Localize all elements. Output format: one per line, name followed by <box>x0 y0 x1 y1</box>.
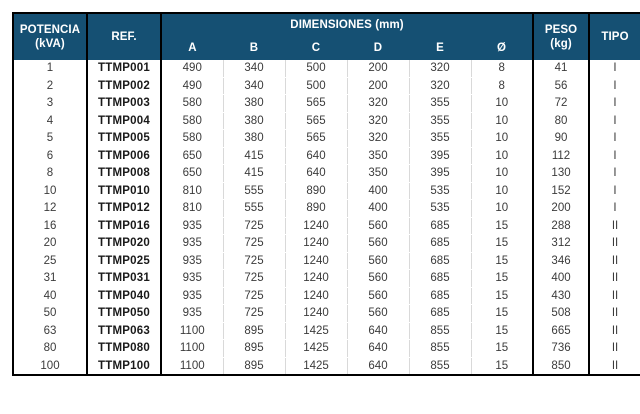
cell-potencia: 12 <box>13 200 87 218</box>
cell-dim-a: 490 <box>161 60 223 77</box>
cell-dim-a: 580 <box>161 130 223 148</box>
cell-dim-a: 1100 <box>161 322 223 340</box>
cell-dim-diameter: 10 <box>471 200 533 218</box>
header-potencia <box>13 13 87 60</box>
cell-dim-diameter: 15 <box>471 305 533 323</box>
cell-dim-b: 340 <box>223 60 285 77</box>
cell-dim-b: 725 <box>223 217 285 235</box>
cell-dim-b: 380 <box>223 130 285 148</box>
cell-tipo: II <box>589 252 640 270</box>
cell-potencia: 80 <box>13 340 87 358</box>
cell-peso: 56 <box>533 77 589 95</box>
cell-dim-diameter: 15 <box>471 357 533 375</box>
cell-dim-b: 725 <box>223 235 285 253</box>
header-dimensiones: DIMENSIONES (mm) <box>161 13 533 37</box>
cell-dim-d: 560 <box>347 305 409 323</box>
cell-dim-c: 1425 <box>285 340 347 358</box>
cell-dim-diameter: 10 <box>471 182 533 200</box>
cell-peso: 850 <box>533 357 589 375</box>
cell-dim-e: 355 <box>409 95 471 113</box>
cell-dim-diameter: 10 <box>471 165 533 183</box>
cell-dim-b: 725 <box>223 270 285 288</box>
cell-dim-c: 565 <box>285 95 347 113</box>
cell-dim-diameter: 15 <box>471 322 533 340</box>
cell-peso: 288 <box>533 217 589 235</box>
cell-potencia: 20 <box>13 235 87 253</box>
cell-dim-a: 1100 <box>161 357 223 375</box>
table-row <box>13 200 640 218</box>
cell-dim-c: 1240 <box>285 270 347 288</box>
cell-ref: TTMP002 <box>87 77 161 95</box>
cell-dim-d: 320 <box>347 130 409 148</box>
cell-dim-diameter: 8 <box>471 77 533 95</box>
cell-dim-c: 1425 <box>285 322 347 340</box>
cell-potencia: 100 <box>13 357 87 375</box>
cell-peso: 90 <box>533 130 589 148</box>
cell-peso: 72 <box>533 95 589 113</box>
cell-dim-c: 1425 <box>285 357 347 375</box>
cell-ref: TTMP008 <box>87 165 161 183</box>
cell-tipo: II <box>589 270 640 288</box>
cell-peso: 312 <box>533 235 589 253</box>
cell-tipo: II <box>589 340 640 358</box>
transformer-specification-table <box>12 12 640 376</box>
cell-ref: TTMP010 <box>87 182 161 200</box>
cell-ref: TTMP012 <box>87 200 161 218</box>
cell-dim-c: 500 <box>285 60 347 77</box>
header-potencia-line2: (kVA) <box>35 38 65 50</box>
table-row <box>13 112 640 130</box>
cell-dim-c: 640 <box>285 147 347 165</box>
cell-tipo: II <box>589 217 640 235</box>
cell-peso: 200 <box>533 200 589 218</box>
cell-dim-c: 565 <box>285 112 347 130</box>
cell-potencia: 5 <box>13 130 87 148</box>
cell-dim-d: 640 <box>347 322 409 340</box>
cell-tipo: II <box>589 357 640 375</box>
cell-dim-diameter: 10 <box>471 147 533 165</box>
cell-dim-d: 320 <box>347 112 409 130</box>
cell-potencia: 50 <box>13 305 87 323</box>
header-dim-d: D <box>347 37 409 60</box>
cell-peso: 665 <box>533 322 589 340</box>
table-body <box>13 60 640 375</box>
cell-dim-e: 535 <box>409 200 471 218</box>
cell-potencia: 16 <box>13 217 87 235</box>
cell-tipo: II <box>589 235 640 253</box>
cell-dim-c: 890 <box>285 182 347 200</box>
cell-dim-b: 555 <box>223 182 285 200</box>
header-row-primary <box>13 13 640 37</box>
cell-dim-a: 810 <box>161 200 223 218</box>
cell-tipo: I <box>589 112 640 130</box>
cell-dim-d: 350 <box>347 165 409 183</box>
cell-dim-e: 320 <box>409 77 471 95</box>
cell-dim-c: 1240 <box>285 252 347 270</box>
cell-potencia: 4 <box>13 112 87 130</box>
table-row <box>13 60 640 77</box>
table-row <box>13 305 640 323</box>
table-row <box>13 235 640 253</box>
cell-dim-diameter: 15 <box>471 235 533 253</box>
cell-dim-e: 855 <box>409 322 471 340</box>
cell-dim-b: 555 <box>223 200 285 218</box>
cell-peso: 130 <box>533 165 589 183</box>
header-ref: REF. <box>87 13 161 60</box>
cell-tipo: I <box>589 77 640 95</box>
cell-dim-e: 685 <box>409 235 471 253</box>
cell-potencia: 40 <box>13 287 87 305</box>
cell-ref: TTMP063 <box>87 322 161 340</box>
cell-dim-e: 685 <box>409 305 471 323</box>
cell-dim-d: 400 <box>347 200 409 218</box>
cell-dim-e: 685 <box>409 287 471 305</box>
table-row <box>13 322 640 340</box>
cell-dim-c: 565 <box>285 130 347 148</box>
table-row <box>13 357 640 375</box>
cell-potencia: 8 <box>13 165 87 183</box>
cell-peso: 346 <box>533 252 589 270</box>
cell-dim-d: 560 <box>347 217 409 235</box>
cell-potencia: 25 <box>13 252 87 270</box>
cell-dim-c: 640 <box>285 165 347 183</box>
cell-tipo: I <box>589 200 640 218</box>
cell-peso: 112 <box>533 147 589 165</box>
cell-dim-diameter: 15 <box>471 217 533 235</box>
cell-dim-c: 1240 <box>285 305 347 323</box>
table-row <box>13 270 640 288</box>
cell-dim-diameter: 15 <box>471 252 533 270</box>
cell-peso: 430 <box>533 287 589 305</box>
cell-dim-b: 415 <box>223 147 285 165</box>
cell-dim-e: 855 <box>409 340 471 358</box>
cell-dim-b: 725 <box>223 252 285 270</box>
cell-dim-c: 1240 <box>285 217 347 235</box>
cell-dim-a: 935 <box>161 287 223 305</box>
cell-potencia: 31 <box>13 270 87 288</box>
cell-tipo: II <box>589 305 640 323</box>
cell-dim-b: 725 <box>223 305 285 323</box>
cell-dim-a: 935 <box>161 217 223 235</box>
cell-dim-a: 650 <box>161 147 223 165</box>
header-dim-diameter: Ø <box>471 37 533 60</box>
cell-potencia: 3 <box>13 95 87 113</box>
cell-dim-b: 895 <box>223 322 285 340</box>
cell-dim-d: 560 <box>347 235 409 253</box>
cell-dim-c: 500 <box>285 77 347 95</box>
table-row <box>13 340 640 358</box>
cell-dim-d: 400 <box>347 182 409 200</box>
cell-ref: TTMP080 <box>87 340 161 358</box>
cell-dim-b: 725 <box>223 287 285 305</box>
cell-ref: TTMP031 <box>87 270 161 288</box>
cell-peso: 41 <box>533 60 589 77</box>
header-dim-c: C <box>285 37 347 60</box>
cell-ref: TTMP004 <box>87 112 161 130</box>
cell-ref: TTMP050 <box>87 305 161 323</box>
cell-dim-e: 395 <box>409 147 471 165</box>
cell-dim-c: 890 <box>285 200 347 218</box>
table-header <box>13 13 640 60</box>
cell-dim-d: 200 <box>347 77 409 95</box>
cell-dim-d: 640 <box>347 340 409 358</box>
cell-ref: TTMP016 <box>87 217 161 235</box>
cell-dim-diameter: 10 <box>471 95 533 113</box>
cell-dim-d: 320 <box>347 95 409 113</box>
cell-potencia: 1 <box>13 60 87 77</box>
cell-tipo: II <box>589 322 640 340</box>
cell-tipo: I <box>589 165 640 183</box>
cell-dim-b: 380 <box>223 112 285 130</box>
cell-dim-diameter: 15 <box>471 287 533 305</box>
cell-ref: TTMP005 <box>87 130 161 148</box>
cell-dim-a: 650 <box>161 165 223 183</box>
cell-dim-d: 560 <box>347 287 409 305</box>
cell-dim-d: 560 <box>347 270 409 288</box>
cell-potencia: 10 <box>13 182 87 200</box>
cell-potencia: 6 <box>13 147 87 165</box>
table-row <box>13 182 640 200</box>
cell-tipo: I <box>589 182 640 200</box>
cell-dim-e: 685 <box>409 270 471 288</box>
cell-dim-a: 935 <box>161 305 223 323</box>
cell-dim-e: 685 <box>409 217 471 235</box>
cell-tipo: I <box>589 60 640 77</box>
cell-dim-d: 640 <box>347 357 409 375</box>
cell-potencia: 2 <box>13 77 87 95</box>
cell-dim-e: 320 <box>409 60 471 77</box>
header-tipo: TIPO <box>589 13 640 60</box>
cell-dim-b: 895 <box>223 340 285 358</box>
cell-ref: TTMP001 <box>87 60 161 77</box>
cell-dim-a: 810 <box>161 182 223 200</box>
header-peso-line2: (kg) <box>550 38 572 50</box>
cell-dim-diameter: 8 <box>471 60 533 77</box>
table-row <box>13 147 640 165</box>
cell-dim-a: 935 <box>161 235 223 253</box>
table-row <box>13 217 640 235</box>
cell-tipo: I <box>589 130 640 148</box>
cell-dim-e: 355 <box>409 112 471 130</box>
cell-dim-a: 490 <box>161 77 223 95</box>
cell-tipo: I <box>589 95 640 113</box>
cell-tipo: II <box>589 287 640 305</box>
specification-table-container <box>12 12 627 376</box>
cell-dim-diameter: 15 <box>471 340 533 358</box>
cell-ref: TTMP100 <box>87 357 161 375</box>
cell-ref: TTMP020 <box>87 235 161 253</box>
cell-peso: 736 <box>533 340 589 358</box>
cell-dim-c: 1240 <box>285 235 347 253</box>
cell-dim-d: 200 <box>347 60 409 77</box>
cell-dim-d: 350 <box>347 147 409 165</box>
cell-dim-a: 580 <box>161 95 223 113</box>
cell-dim-b: 415 <box>223 165 285 183</box>
cell-dim-b: 380 <box>223 95 285 113</box>
cell-dim-a: 580 <box>161 112 223 130</box>
cell-dim-b: 340 <box>223 77 285 95</box>
cell-dim-b: 895 <box>223 357 285 375</box>
cell-dim-e: 685 <box>409 252 471 270</box>
table-row <box>13 77 640 95</box>
header-dim-b: B <box>223 37 285 60</box>
cell-dim-a: 935 <box>161 270 223 288</box>
cell-dim-d: 560 <box>347 252 409 270</box>
cell-peso: 400 <box>533 270 589 288</box>
table-row <box>13 165 640 183</box>
cell-dim-e: 395 <box>409 165 471 183</box>
cell-ref: TTMP040 <box>87 287 161 305</box>
cell-potencia: 63 <box>13 322 87 340</box>
header-dim-a: A <box>161 37 223 60</box>
cell-peso: 152 <box>533 182 589 200</box>
cell-dim-diameter: 10 <box>471 130 533 148</box>
cell-ref: TTMP006 <box>87 147 161 165</box>
cell-dim-diameter: 15 <box>471 270 533 288</box>
cell-ref: TTMP003 <box>87 95 161 113</box>
header-potencia-line1: POTENCIA <box>19 23 81 36</box>
table-row <box>13 130 640 148</box>
cell-dim-a: 935 <box>161 252 223 270</box>
cell-peso: 508 <box>533 305 589 323</box>
header-peso-line1: PESO <box>544 23 578 36</box>
header-dim-e: E <box>409 37 471 60</box>
cell-dim-a: 1100 <box>161 340 223 358</box>
cell-dim-e: 855 <box>409 357 471 375</box>
table-row <box>13 252 640 270</box>
table-row <box>13 287 640 305</box>
cell-dim-e: 355 <box>409 130 471 148</box>
cell-peso: 80 <box>533 112 589 130</box>
cell-dim-e: 535 <box>409 182 471 200</box>
header-peso <box>533 13 589 60</box>
cell-ref: TTMP025 <box>87 252 161 270</box>
cell-dim-c: 1240 <box>285 287 347 305</box>
table-row <box>13 95 640 113</box>
cell-dim-diameter: 10 <box>471 112 533 130</box>
cell-tipo: I <box>589 147 640 165</box>
